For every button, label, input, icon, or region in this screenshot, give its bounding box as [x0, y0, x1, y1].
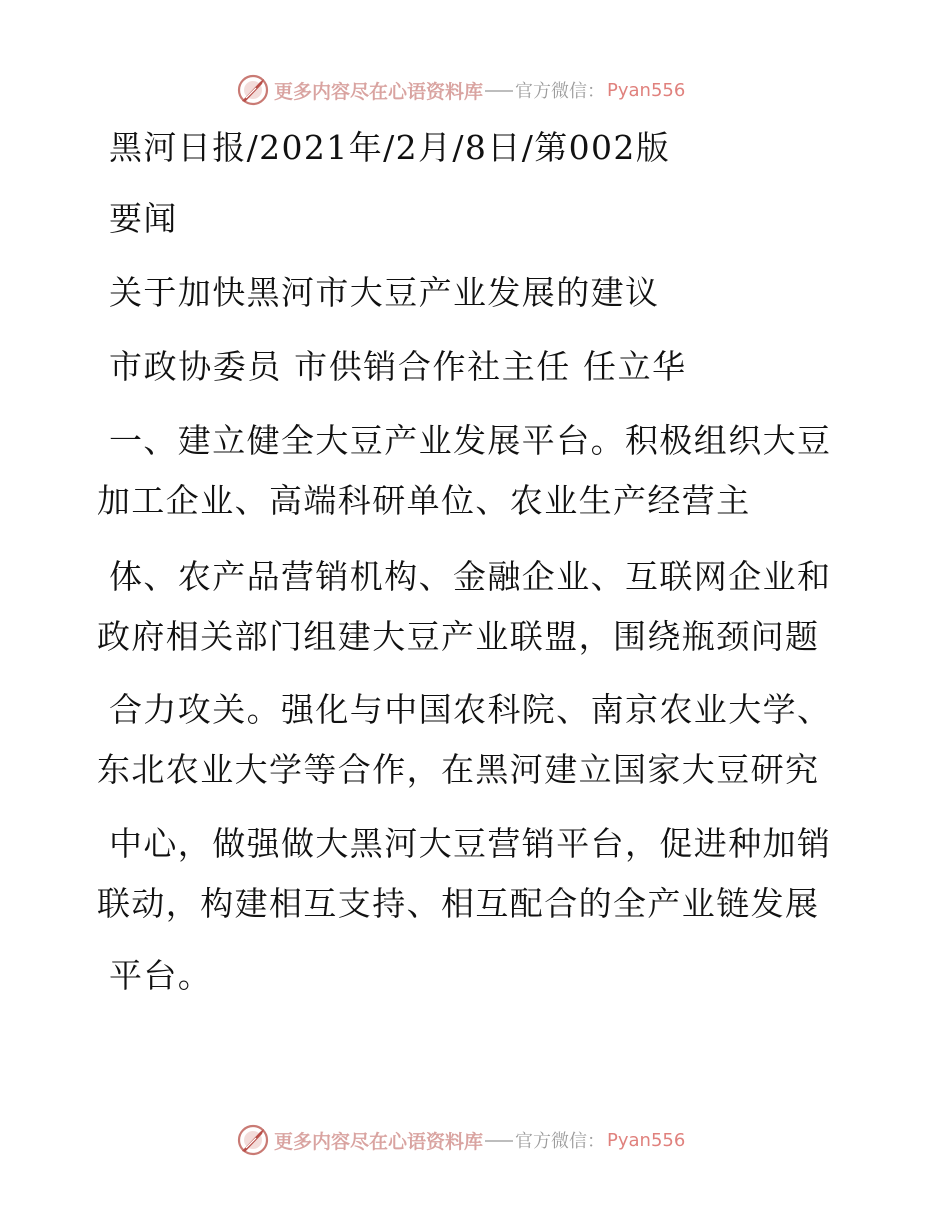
section-label: 要闻: [109, 199, 178, 238]
watermark-official-label: 官方微信：: [515, 1131, 606, 1152]
author-line: 市政协委员 市供销合作社主任 任立华: [109, 347, 687, 386]
body-line: 平台。: [109, 956, 213, 995]
watermark-top: [236, 72, 685, 108]
watermark-dash: [485, 1140, 513, 1142]
watermark-wechat-id: Pyan556: [607, 1129, 686, 1151]
body-line: 合力攻关。强化与中国农科院、南京农业大学、: [109, 690, 832, 729]
watermark-dash: [485, 90, 513, 92]
body-line: 加工企业、高端科研单位、农业生产经营主: [97, 481, 751, 520]
newspaper-source-line: 黑河日报/2021年/2月/8日/第002版: [109, 128, 671, 167]
watermark-brand: 更多内容尽在心语资料库: [274, 1130, 484, 1153]
body-line: 一、建立健全大豆产业发展平台。积极组织大豆: [109, 421, 832, 460]
watermark-bottom: [236, 1122, 685, 1158]
watermark-wechat-id: Pyan556: [607, 79, 686, 101]
quill-seal-icon: [236, 73, 270, 107]
body-line: 东北农业大学等合作，在黑河建立国家大豆研究: [97, 750, 820, 789]
body-line: 政府相关部门组建大豆产业联盟，围绕瓶颈问题: [97, 617, 820, 656]
watermark-official-label: 官方微信：: [515, 81, 606, 102]
body-line: 中心，做强做大黑河大豆营销平台，促进种加销: [109, 824, 832, 863]
watermark-brand: 更多内容尽在心语资料库: [274, 80, 484, 103]
body-line: 体、农产品营销机构、金融企业、互联网企业和: [109, 557, 832, 596]
article-title: 关于加快黑河市大豆产业发展的建议: [109, 273, 660, 312]
quill-seal-icon: [236, 1123, 270, 1157]
body-line: 联动，构建相互支持、相互配合的全产业链发展: [97, 884, 820, 923]
